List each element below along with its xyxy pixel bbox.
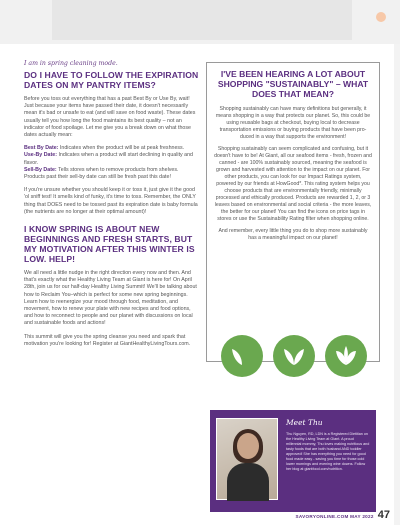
right-column [206,62,380,362]
sustainability-heading: I'VE BEEN HEARING A LOT ABOUT SHOPPING "SUSTAINABLY" – WHAT DOES THAT MEAN? [217,69,369,99]
decorative-dot [376,12,386,22]
question-2-paragraph-1: We all need a little nudge in the right direction every now and then. And that's exactly what the Healthy Living Team at Giant is here for! On April 28th, join us for our half-day Healthy Living Summit! We'll be talking about how to Reclaim You–which is perfect for some new spring beginnings. Learn how to reenergize your mood through food, meditation, and movement, how to renew your plate with new recipes and food options, and how to reconnect to people and our planet with discussions on local and sustainable foods and actions! [24,270,197,327]
sustainability-paragraph-3: And remember, every little thing you do to shop more sustainably has a meaningful impact on our planet! [218,228,368,241]
impact-rating-icons [221,335,367,377]
kicker-text: I am in spring cleaning mode. [24,60,118,67]
dietitian-photo [216,418,278,500]
leaf-2-icon [273,335,315,377]
left-column [24,60,200,354]
promo-title: Meet Thu [286,418,323,427]
footer-site: SAVORYONLINE.COM MAY 2022 [295,514,374,519]
question-1-intro: Before you toss out everything that has a past Best By or Use By, wait! Just because your items have passed their date, it doesn't necessarily mean it's bad or unsafe to eat (and will save on food waste). These dates usually tell you how long the food maintains its best quality – not an indicator of food spoilage. Let me give you a break down on what those dates actually mean: [24,96,196,139]
page-number: 47 [377,509,390,521]
definition-best-by: Best By Date: Indicates when the product will be at peak freshness. [24,145,185,152]
date-definitions [24,145,200,181]
leaf-3-icon [325,335,367,377]
top-banner-image [52,0,352,40]
sustainability-paragraph-2: Shopping sustainably can seem complicated and confusing, but it doesn't have to be! At Giant, all our seafood items - fresh, frozen and canned - are 100% sustainably sourced, meaning the seafood is grown and harvested with attention to the impact on our planet. For other products, you can look for our Impact Ratings system, powered by our friends at HowGood*. This rating system helps you choose products that are environmentally friendly, minimally processed and ethically produced. Products are rewarded 1, 2, or 3 leaves based on environmental and social criteria - the more leaves, the better for our planet! You can find the icons on price tags in stores or use the Sustainability Rating filter when shopping online. [214,146,372,222]
promo-bio: Thu Nguyen, RD, LDN is a Registered Dietitian on the Healthy Living Team at Giant. A proud millennial mommy, Thu loves making nutritious and tasty foods that are both husband AND toddler approved! She has everything you need for good food made easy - saving you time for those cold lower mornings and evening wine downs. Follow her blog at giantfood.com/nutrition. [286,432,370,471]
sustainability-paragraph-1: Shopping sustainably can have many definitions but generally, it means shopping in a way that protects our planet. So, this could be using reusable bags at checkout, buying local to decrease transportation emissions or buying products that have been pro-duced in a way that supports the environment! [215,106,371,140]
definition-use-by: Use-By Date: Indicates when a product will start declining in quality and flavor. [24,152,193,166]
definition-sell-by: Sell-By Date: Tells stores when to remove products from shelves. Products past their sell-by date can still be fresh past this date! [24,166,179,181]
question-1-outro: If you're unsure whether you should keep it or toss it, just give it the good 'ol sniff test! It smells kind of funky, it's time to toss. Remember, the ONLY thing that DOES need to be tossed past its expiration date is baby formula (the nutrients are no longer at their optimal amount)! [24,187,198,215]
question-2-paragraph-2: This summit will give you the spring cleanse you need and spark that motivation you're looking for! Register at GiantHealthyLivingTours.com. [24,333,191,347]
right-margin-strip [394,44,400,525]
question-2-heading: I KNOW SPRING IS ABOUT NEW BEGINNINGS AND FRESH STARTS, BUT MY MOTIVATION AFTER THIS WINTER IS LOW. HELP! [24,224,195,265]
top-banner-strip [0,0,400,44]
question-1-heading: DO I HAVE TO FOLLOW THE EXPIRATION DATES ON MY PANTRY ITEMS? [24,70,199,90]
leaf-1-icon [221,335,263,377]
page-footer [296,509,390,521]
meet-the-dietitian-panel [210,410,376,512]
sustainability-box [206,62,380,362]
